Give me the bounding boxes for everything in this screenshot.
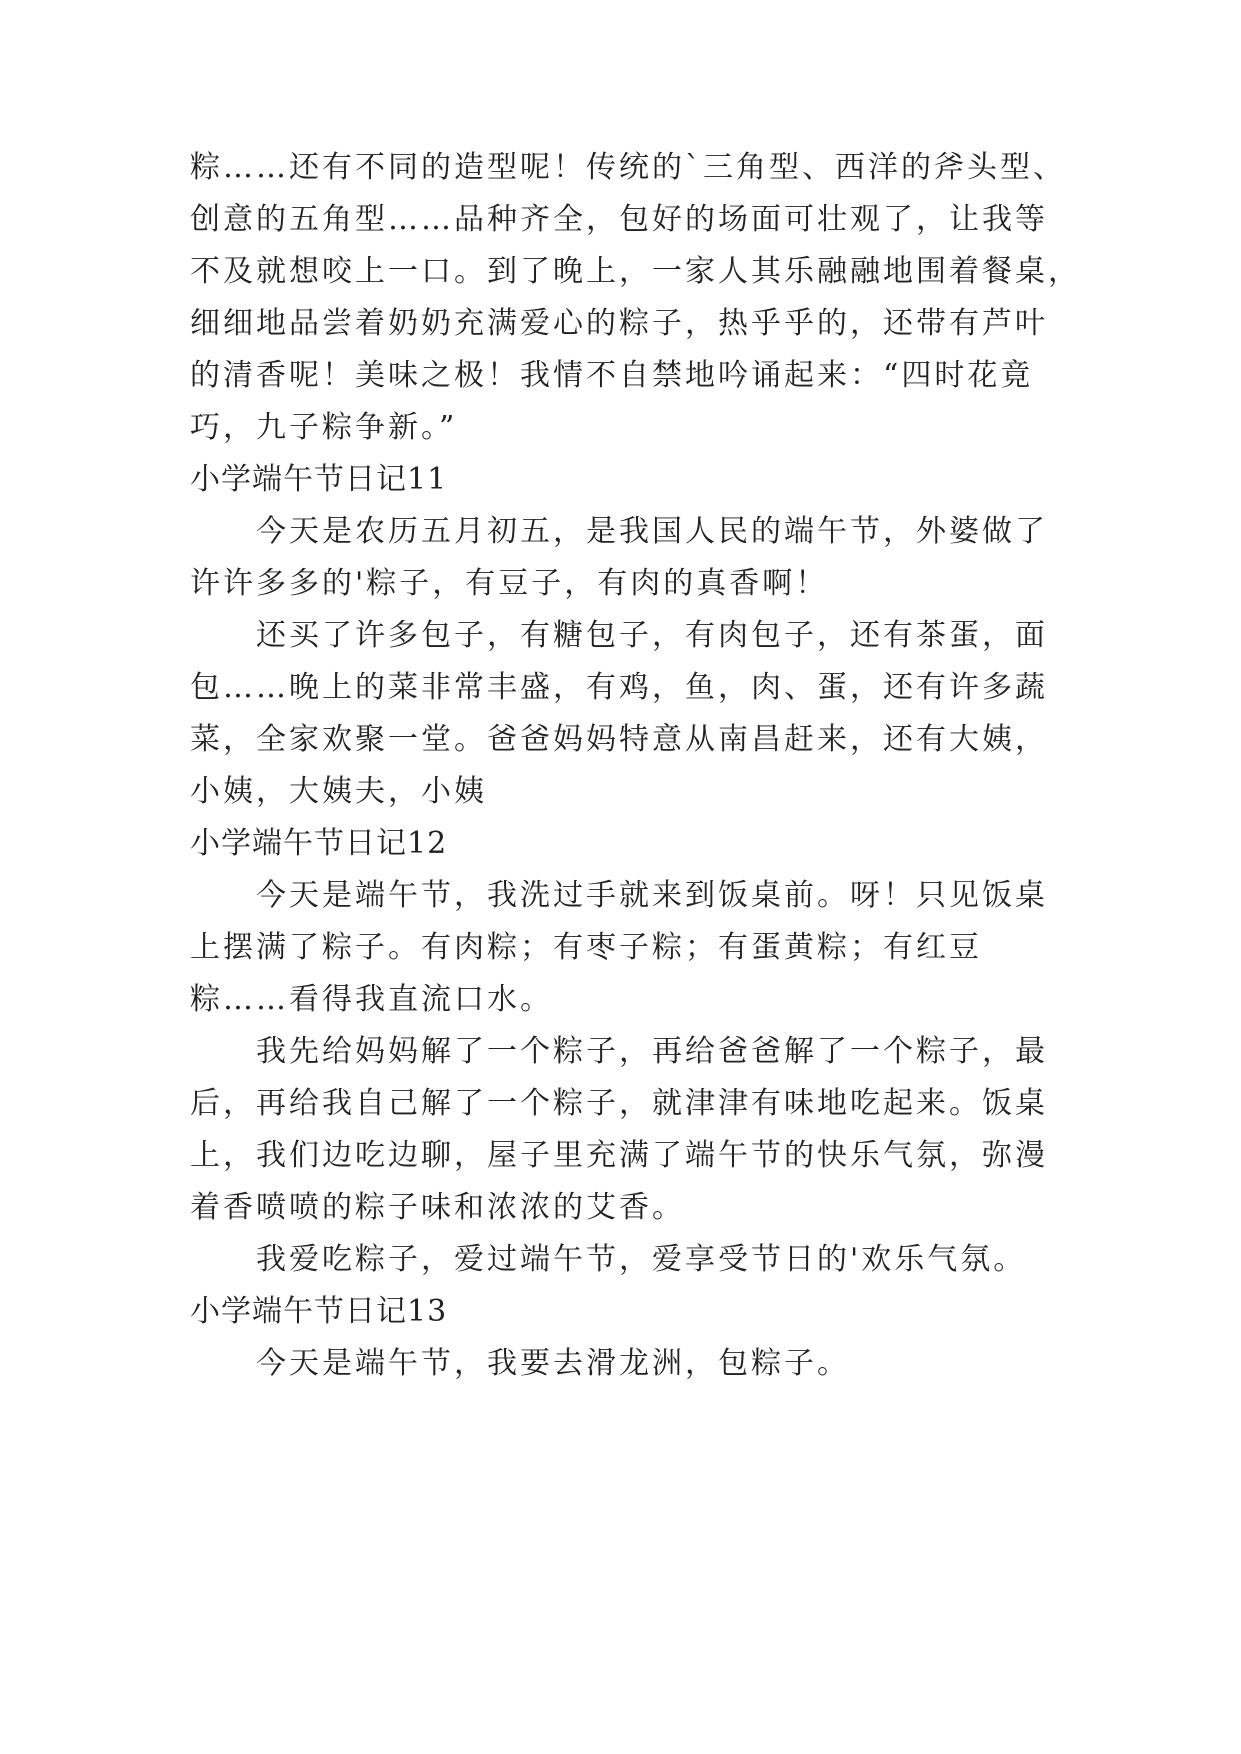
paragraph-line: 后，再给我自己解了一个粽子，就津津有味地吃起来。饭桌 xyxy=(190,1086,1048,1121)
paragraph-line: 粽……还有不同的造型呢！传统的`三角型、西洋的斧头型、 xyxy=(190,150,1066,185)
paragraph-line: 今天是端午节，我要去滑龙洲，包粽子。 xyxy=(256,1346,850,1381)
diary-heading-12: 小学端午节日记12 xyxy=(190,826,448,861)
paragraph-line: 今天是农历五月初五，是我国人民的端午节，外婆做了 xyxy=(256,514,1048,549)
paragraph-line: 我爱吃粽子，爱过端午节，爱享受节日的'欢乐气氛。 xyxy=(256,1242,1027,1277)
diary-heading-13: 小学端午节日记13 xyxy=(190,1294,448,1329)
paragraph-line: 上摆满了粽子。有肉粽；有枣子粽；有蛋黄粽；有红豆 xyxy=(190,930,982,965)
paragraph-line: 今天是端午节，我洗过手就来到饭桌前。呀！只见饭桌 xyxy=(256,878,1048,913)
paragraph-line: 我先给妈妈解了一个粽子，再给爸爸解了一个粽子，最 xyxy=(256,1034,1048,1069)
paragraph-line: 包……晚上的菜非常丰盛，有鸡，鱼，肉、蛋，还有许多蔬 xyxy=(190,670,1048,705)
paragraph-line: 着香喷喷的粽子味和浓浓的艾香。 xyxy=(190,1190,685,1225)
paragraph-line: 上，我们边吃边聊，屋子里充满了端午节的快乐气氛，弥漫 xyxy=(190,1138,1048,1173)
paragraph-line: 巧，九子粽争新。” xyxy=(190,410,458,445)
paragraph-line: 创意的五角型……品种齐全，包好的场面可壮观了，让我等 xyxy=(190,202,1048,237)
paragraph-line: 粽……看得我直流口水。 xyxy=(190,982,553,1017)
paragraph-line: 许许多多的'粽子，有豆子，有肉的真香啊！ xyxy=(190,566,829,601)
paragraph-line: 还买了许多包子，有糖包子，有肉包子，还有茶蛋，面 xyxy=(256,618,1048,653)
paragraph-line: 菜，全家欢聚一堂。爸爸妈妈特意从南昌赶来，还有大姨， xyxy=(190,722,1048,757)
paragraph-line: 的清香呢！美味之极！我情不自禁地吟诵起来：“四时花竟 xyxy=(190,358,1034,393)
paragraph-line: 细细地品尝着奶奶充满爱心的粽子，热乎乎的，还带有芦叶 xyxy=(190,306,1048,341)
paragraph-line: 小姨，大姨夫，小姨 xyxy=(190,774,487,809)
paragraph-line: 不及就想咬上一口。到了晚上，一家人其乐融融地围着餐桌， xyxy=(190,254,1081,289)
diary-heading-11: 小学端午节日记11 xyxy=(190,462,448,497)
